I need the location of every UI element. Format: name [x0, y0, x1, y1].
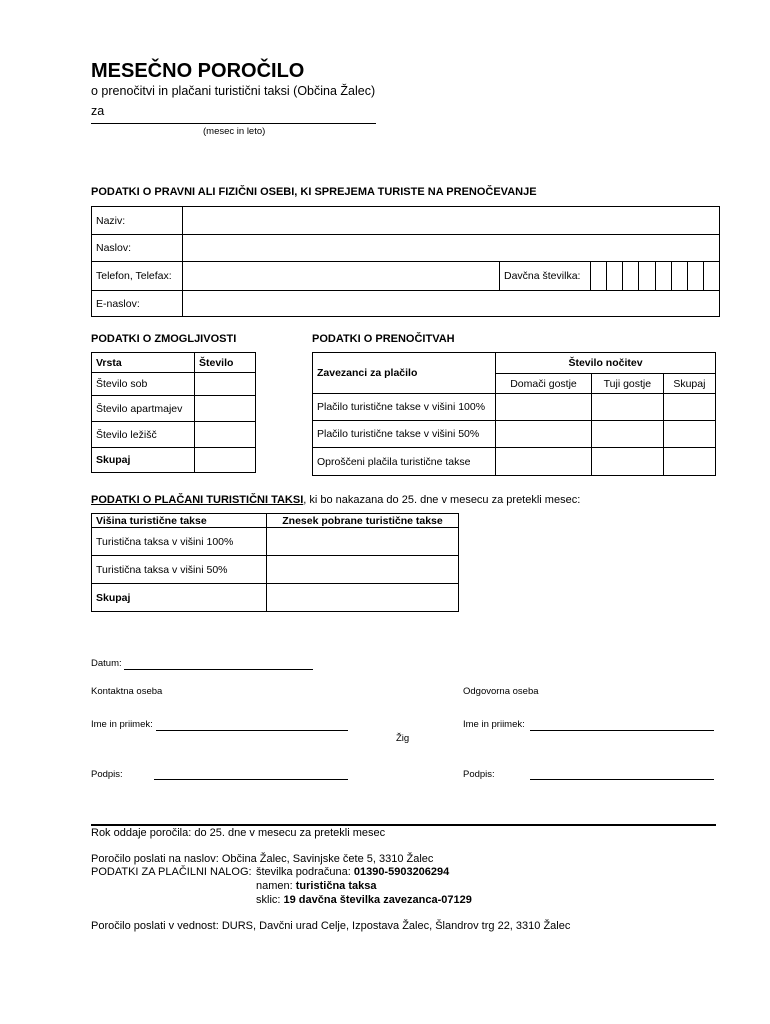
- paid-col-znesek: Znesek pobrane turistične takse: [267, 514, 459, 528]
- overnight-input-100-tuji[interactable]: [591, 394, 663, 421]
- overnight-heading: PODATKI O PRENOČITVAH: [312, 333, 455, 345]
- capacity-input-lezisca[interactable]: [195, 422, 256, 448]
- davcna-label: Davčna številka:: [499, 262, 590, 290]
- naslov-label: Naslov:: [92, 235, 183, 262]
- podracun-label: številka podračuna:: [256, 866, 351, 878]
- sklic-label: sklic:: [256, 894, 281, 906]
- telefon-field[interactable]: [183, 262, 591, 291]
- paid-table: [91, 513, 459, 612]
- datum-label: Datum:: [91, 658, 122, 669]
- nalog-label: PODATKI ZA PLAČILNI NALOG:: [91, 866, 252, 878]
- capacity-col-stevilo: Število: [195, 353, 256, 373]
- overnight-col-nocitev: Število nočitev: [496, 353, 716, 374]
- podpis-field-right[interactable]: [530, 779, 714, 780]
- paid-input-skupaj[interactable]: [267, 584, 459, 612]
- page-subtitle: o prenočitvi in plačani turistični taksi (Občina Žalec): [91, 84, 376, 98]
- rok-text: Rok oddaje poročila: do 25. dne v mesecu za pretekli mesec: [91, 827, 386, 839]
- overnight-row-100: Plačilo turistične takse v višini 100%: [313, 394, 496, 421]
- paid-input-50[interactable]: [267, 556, 459, 584]
- ime-field-right[interactable]: [530, 730, 714, 731]
- overnight-table: [312, 352, 716, 476]
- capacity-col-vrsta: Vrsta: [92, 353, 195, 373]
- poslati-text: Poročilo poslati na naslov: Občina Žalec, Savinjske čete 5, 3310 Žalec: [91, 853, 434, 865]
- overnight-col-zavezanci: Zavezanci za plačilo: [313, 353, 496, 394]
- kontaktna-oseba-label: Kontaktna oseba: [91, 686, 163, 697]
- overnight-row-oprosceni: Oproščeni plačila turistične takse: [313, 448, 496, 476]
- entity-heading: PODATKI O PRAVNI ALI FIZIČNI OSEBI, KI SPREJEMA TURISTE NA PRENOČEVANJE: [91, 186, 537, 198]
- davcna-field[interactable]: [591, 262, 720, 291]
- ime-field-left[interactable]: [156, 730, 348, 731]
- podpis-label-right: Podpis:: [463, 769, 495, 780]
- telefon-label: Telefon, Telefax:: [92, 262, 183, 291]
- paid-heading: [91, 494, 580, 506]
- paid-heading-rest: , ki bo nakazana do 25. dne v mesecu za pretekli mesec:: [303, 494, 581, 506]
- overnight-input-opr-skupaj[interactable]: [663, 448, 715, 476]
- paid-input-100[interactable]: [267, 528, 459, 556]
- capacity-input-skupaj[interactable]: [195, 448, 256, 473]
- naziv-label: Naziv:: [92, 207, 183, 235]
- overnight-sub-tuji: Tuji gostje: [591, 374, 663, 394]
- enaslov-field[interactable]: [183, 291, 720, 317]
- paid-heading-bold: PODATKI O PLAČANI TURISTIČNI TAKSI: [91, 494, 304, 506]
- overnight-input-opr-tuji[interactable]: [591, 448, 663, 476]
- overnight-sub-domaci: Domači gostje: [496, 374, 592, 394]
- paid-row-100: Turistična taksa v višini 100%: [92, 528, 267, 556]
- naziv-field[interactable]: [183, 207, 720, 235]
- zig-label: Žig: [396, 733, 410, 744]
- vednost-text: Poročilo poslati v vednost: DURS, Davčni urad Celje, Izpostava Žalec, Šlandrov trg 22, 3310 Žalec: [91, 920, 571, 932]
- namen-value: turistična taksa: [295, 880, 377, 892]
- enaslov-label: E-naslov:: [92, 291, 183, 317]
- capacity-heading: PODATKI O ZMOGLJIVOSTI: [91, 333, 237, 345]
- month-year-hint: (mesec in leto): [203, 126, 266, 137]
- capacity-row-apartmaji: Število apartmajev: [92, 396, 195, 422]
- ime-label-right: Ime in priimek:: [463, 719, 525, 730]
- overnight-row-50: Plačilo turistične takse v višini 50%: [313, 421, 496, 448]
- page-title: MESEČNO POROČILO: [91, 60, 305, 82]
- paid-col-visina: Višina turistične takse: [92, 514, 267, 528]
- overnight-sub-skupaj: Skupaj: [663, 374, 715, 394]
- overnight-input-100-domaci[interactable]: [496, 394, 592, 421]
- podpis-field-left[interactable]: [154, 779, 348, 780]
- za-label: za: [91, 104, 105, 118]
- capacity-input-sobe[interactable]: [195, 373, 256, 396]
- ime-label-left: Ime in priimek:: [91, 719, 153, 730]
- footer-divider: [91, 824, 716, 826]
- podracun-line: [256, 866, 449, 878]
- capacity-row-skupaj: Skupaj: [92, 448, 195, 473]
- naslov-field[interactable]: [183, 235, 720, 262]
- sklic-line: [256, 894, 472, 906]
- overnight-input-50-domaci[interactable]: [496, 421, 592, 448]
- datum-field[interactable]: [124, 669, 313, 670]
- sklic-value: 19 davčna številka zavezanca-07129: [283, 894, 472, 906]
- capacity-input-apartmaji[interactable]: [195, 396, 256, 422]
- entity-table: [91, 206, 720, 317]
- overnight-input-50-skupaj[interactable]: [663, 421, 715, 448]
- podracun-value: 01390-5903206294: [353, 866, 450, 878]
- odgovorna-oseba-label: Odgovorna oseba: [463, 686, 539, 697]
- capacity-table: [91, 352, 256, 473]
- overnight-input-100-skupaj[interactable]: [663, 394, 715, 421]
- podpis-label-left: Podpis:: [91, 769, 123, 780]
- overnight-input-50-tuji[interactable]: [591, 421, 663, 448]
- month-year-field[interactable]: [91, 123, 376, 124]
- namen-line: [256, 880, 376, 892]
- capacity-row-sobe: Število sob: [92, 373, 195, 396]
- namen-label: namen:: [256, 880, 293, 892]
- overnight-input-opr-domaci[interactable]: [496, 448, 592, 476]
- paid-row-50: Turistična taksa v višini 50%: [92, 556, 267, 584]
- paid-row-skupaj: Skupaj: [92, 584, 267, 612]
- capacity-row-lezisca: Število ležišč: [92, 422, 195, 448]
